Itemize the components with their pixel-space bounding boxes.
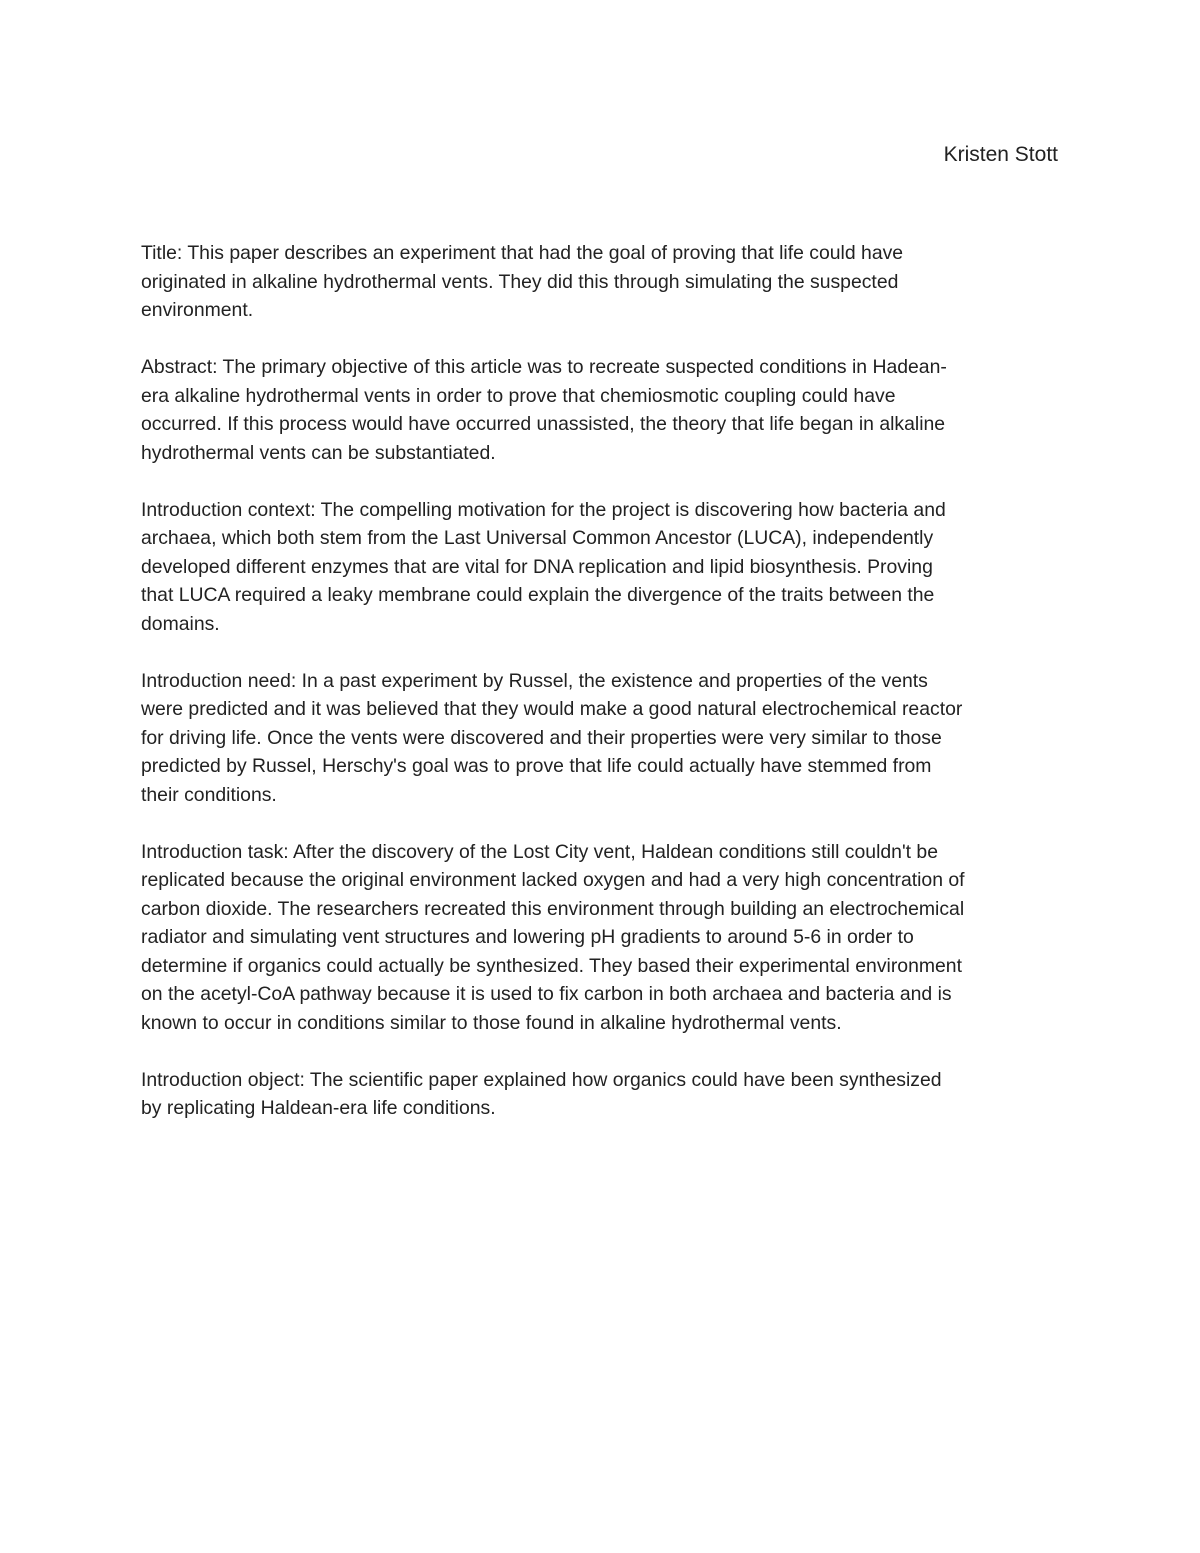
introduction-context-paragraph: Introduction context: The compelling motivation for the project is discovering how bacteria and archaea, which both stem from the Last Universal Common Ancestor (LUCA), independently developed different enzymes that are vital for DNA replication and lipid biosynthesis. Proving that LUCA required a leaky membrane could explain the divergence of the traits between the domains. xyxy=(141,498,946,635)
author-name: Kristen Stott xyxy=(943,143,1058,166)
document-body xyxy=(141,239,1066,1151)
introduction-object-paragraph: Introduction object: The scientific paper explained how organics could have been synthesized by replicating Haldean-era life conditions. xyxy=(141,1068,942,1119)
introduction-need-paragraph: Introduction need: In a past experiment by Russel, the existence and properties of the vents were predicted and it was believed that they would make a good natural electrochemical reactor for driving life. Once the vents were discovered and their properties were very similar to those predicted by Russel, Herschy's goal was to prove that life could actually have stemmed from their conditions. xyxy=(141,669,963,806)
abstract-paragraph: Abstract: The primary objective of this article was to recreate suspected conditions in Hadean- era alkaline hydrothermal vents in order to prove that chemiosmotic coupling could have occurred. If this process would have occurred unassisted, the theory that life began in alkaline hydrothermal vents can be substantiated. xyxy=(141,356,947,464)
title-paragraph: Title: This paper describes an experiment that had the goal of proving that life could have originated in alkaline hydrothermal vents. They did this through simulating the suspected environment. xyxy=(141,242,904,321)
introduction-task-paragraph: Introduction task: After the discovery of the Lost City vent, Haldean conditions still couldn't be replicated because the original environment lacked oxygen and had a very high concentration of carbon dioxide. The researchers recreated this environment through building an electrochemical radiator and simulating vent structures and lowering pH gradients to around 5-6 in order to determine if organics could actually be synthesized. They based their experimental environment on the acetyl-CoA pathway because it is used to fix carbon in both archaea and bacteria and is known to occur in conditions similar to those found in alkaline hydrothermal vents. xyxy=(141,840,965,1034)
